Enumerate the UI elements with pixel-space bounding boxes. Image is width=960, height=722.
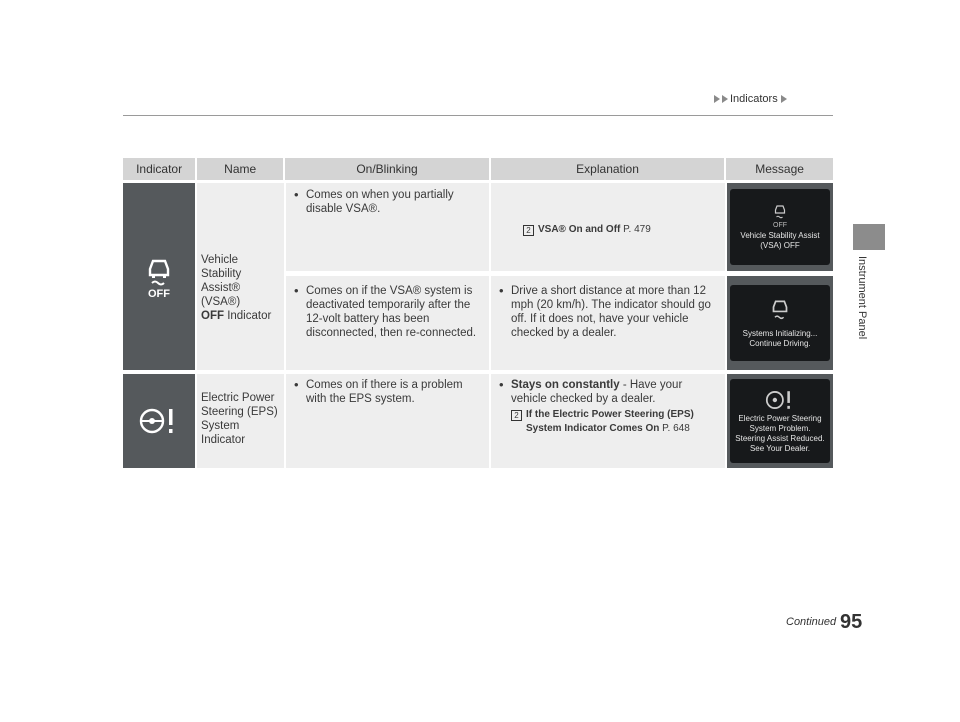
eps-name: Electric Power Steering (EPS) System Indicator — [197, 374, 284, 468]
vsa-icon — [771, 203, 789, 221]
vsa-explanation-cell-1 — [491, 183, 725, 271]
triangle-icon — [722, 95, 728, 103]
vsa-off-indicator-icon — [123, 183, 195, 370]
svg-text:OFF: OFF — [148, 287, 170, 299]
continued-label: Continued — [786, 616, 837, 628]
vsa-off-name: Vehicle Stability Assist® (VSA®) OFF Indicator — [197, 183, 284, 370]
col-name: Name — [197, 158, 285, 180]
col-message: Message — [755, 162, 804, 176]
col-indicator: Indicator — [123, 158, 197, 180]
vsa-on-cell-2: • Comes on if the VSA® system is deactivated temporarily after the 12-volt battery has been disconnected, then re-connected. — [286, 276, 489, 370]
eps-explanation-cell: • Stays on constantly - Have your vehicle checked by a dealer. 2 If the Electric Power Steering (EPS) System Indicator Comes On P. 648 — [491, 374, 725, 468]
eps-message: Electric Power Steering System Problem. Steering Assist Reduced. See Your Dealer. — [727, 374, 833, 468]
vsa-icon — [767, 297, 793, 323]
section-label: Instrument Panel — [856, 256, 868, 340]
triangle-icon — [781, 95, 787, 103]
table-header — [123, 158, 833, 180]
vsa-on-cell-1: • Comes on when you partially disable VSA®. — [286, 183, 489, 271]
vsa-message-2: Systems Initializing... Continue Driving. — [727, 276, 833, 370]
eps-reference-link[interactable]: 2 If the Electric Power Steering (EPS) System Indicator Comes On P. 648 — [499, 408, 717, 436]
section-tab-marker — [853, 224, 885, 250]
eps-icon — [763, 389, 797, 411]
indicator-table — [123, 158, 833, 183]
header-rule — [123, 115, 833, 116]
arrow-icon: 2 — [523, 225, 534, 236]
vsa-message-1: OFF Vehicle Stability Assist (VSA) OFF — [727, 183, 833, 271]
col-on-blinking: On/Blinking — [285, 158, 491, 180]
triangle-icon — [714, 95, 720, 103]
eps-indicator-icon — [123, 374, 195, 468]
col-explanation: Explanation — [491, 158, 726, 180]
eps-on-cell: • Comes on if there is a problem with the EPS system. — [286, 374, 489, 468]
vsa-explanation-cell-2: • Drive a short distance at more than 12 mph (20 km/h). The indicator should go off. If it does not, have your vehicle checked by a dealer. — [491, 276, 725, 370]
page-number: 95 — [840, 611, 863, 633]
arrow-icon: 2 — [511, 410, 522, 421]
vsa-reference-link[interactable]: 2 VSA® On and Off P. 479 — [523, 223, 713, 237]
breadcrumb-label: Indicators — [730, 93, 778, 105]
breadcrumb — [714, 93, 789, 105]
